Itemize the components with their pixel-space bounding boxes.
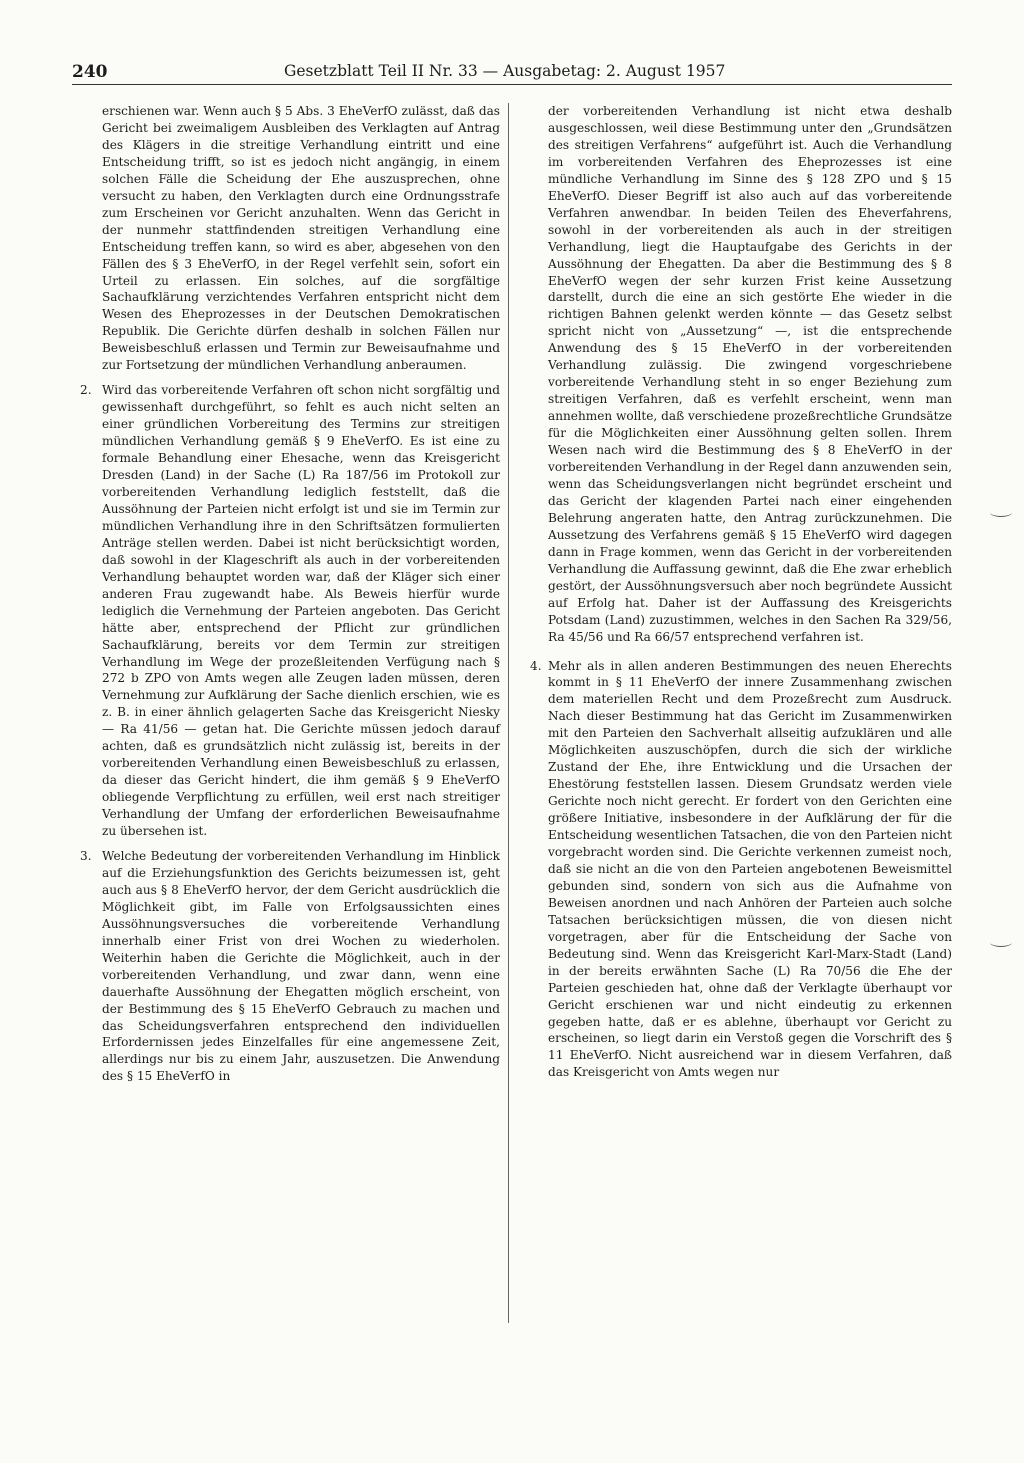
list-item-4: [530, 658, 952, 1082]
item-text: Wird das vorbereitende Verfahren oft schon nicht sorgfältig und gewissenhaft durchgeführt, so fehlt es auch nicht selten an einer gründlichen Vorbereitung des Termins zur streitigen mündlichen Verhandlung gemäß § 9 EheVerfO. Es ist eine zu formale Behandlung einer Ehesache, wenn das Kreisgericht Dresden (Land) in der Sache (L) Ra 187/56 im Protokoll zur vorbereitenden Verhandlung lediglich feststellt, daß die Aussöhnung der Parteien nicht erfolgt ist und sie im Termin zur mündlichen Verhandlung ihre in den Schriftsätzen formulierten Anträge stellen werden. Dabei ist nicht berücksichtigt worden, daß sowohl in der Klageschrift als auch in der vorbereitenden Verhandlung behauptet worden war, daß der Kläger sich einer anderen Frau zugewandt habe. Als Beweis hierfür wurde lediglich die Vernehmung der Parteien angeboten. Das Gericht hätte aber, entsprechend der Pflicht zur gründlichen Sachaufklärung, bereits vor dem Termin zur streitigen Verhandlung im Wege der prozeßleitenden Verfügung nach § 272 b ZPO von Amts wegen alle Zeugen laden müssen, deren Vernehmung zur Aufklärung der Sache dienlich erschien, wie es z. B. in einer ähnlich gelagerten Sache das Kreisgericht Niesky — Ra 41/56 — getan hat. Die Gerichte müssen jedoch darauf achten, daß es grundsätzlich nicht zulässig ist, bereits in der vorbereitenden Verhandlung einen Beweisbeschluß zu erlassen, da dieser das Gericht hindert, die ihm gemäß § 9 EheVerfO obliegende Verpflichtung zu erfüllen, weil erst nach streitiger Verhandlung der Umfang der erforderlichen Beweisaufnahme zu übersehen ist.: [102, 383, 500, 839]
item-number: 2.: [80, 383, 92, 398]
right-lead-paragraph: der vorbereitenden Verhandlung ist nicht etwa deshalb ausgeschlossen, weil diese Bestimmung unter den „Grundsätzen des streitigen Verfahrens“ aufgeführt ist. Auch die Verhandlung im vorbereitenden Verfahren des Eheprozesses ist eine mündliche Verhandlung im Sinne des § 128 ZPO und § 15 EheVerfO. Dieser Begriff ist also auch auf das vorbereitende Verfahren anwendbar. In beiden Teilen des Eheverfahrens, sowohl in der vorbereitenden als auch in der streitigen Verhandlung, liegt die Hauptaufgabe des Gerichts in der Aussöhnung der Ehegatten. Da aber die Bestimmung des § 8 EheVerfO wegen der sehr kurzen Frist keine Aussetzung darstellt, durch die eine an sich gestörte Ehe wieder in die richtigen Bahnen gelenkt werden könnte — das Gesetz selbst spricht nicht von „Aussetzung“ —, ist die entsprechende Anwendung des § 15 EheVerfO in der vorbereitenden Verhandlung zulässig. Die zwingend vorgeschriebene vorbereitende Verhandlung steht in so enger Beziehung zum streitigen Verfahren, daß es verfehlt erscheint, wenn man annehmen wollte, daß verschiedene prozeßrechtliche Grundsätze für die Möglichkeiten einer Aussöhnung gelten sollen. Ihrem Wesen nach wird die Bestimmung des § 8 EheVerfO in der vorbereitenden Verhandlung in der Regel dann anzuwenden sein, wenn das Scheidungsverlangen nicht begründet erscheint und das Gericht der klagenden Partei nach einer eingehenden Belehrung angeraten hatte, den Antrag zurückzunehmen. Die Aussetzung des Verfahrens gemäß § 15 EheVerfO wird dagegen dann in Frage kommen, wenn das Gericht in der vorbereitenden Verhandlung die Auffassung gewinnt, daß die Ehe zwar erheblich gestört, der Aussöhnungsversuch aber noch begründete Aussicht auf Erfolg hat. Daher ist der Auffassung des Kreisgerichts Potsdam (Land) zuzustimmen, welches in den Sachen Ra 329/56, Ra 45/56 und Ra 66/57 entsprechend verfahren ist.: [548, 104, 952, 644]
list-item-3: [80, 848, 500, 1085]
left-lead-paragraph: erschienen war. Wenn auch § 5 Abs. 3 EheVerfO zulässt, daß das Gericht bei zweimaligem Ausbleiben des Verklagten auf Antrag des Klägers in die streitige Verhandlung eintritt und eine Entscheidung trifft, so ist es jedoch nicht angängig, in einem solchen Fälle die Scheidung der Ehe auszusprechen, ohne versucht zu haben, den Verklagten durch eine Ordnungsstrafe zum Erscheinen vor Gericht anzuhalten. Wenn das Gericht in der nunmehr stattfindenden streitigen Verhandlung eine Entscheidung treffen kann, so wird es aber, abgesehen von den Fällen des § 3 EheVerfO, in der Regel verfehlt sein, sofort ein Urteil zu erlassen. Ein solches, auf die sorgfältige Sachaufklärung verzichtendes Verfahren entspricht nicht dem Wesen des Eheprozesses in der Deutschen Demokratischen Republik. Die Gerichte dürfen deshalb in solchen Fällen nur Beweisbeschluß erlassen und Termin zur Beweisaufnahme und zur Fortsetzung der mündlichen Verhandlung anberaumen.: [102, 104, 500, 373]
right-column: [530, 103, 952, 1081]
item-number: 3.: [80, 848, 92, 863]
column-divider: [508, 103, 509, 1323]
page-header: [72, 62, 952, 85]
header-title: Gesetzblatt Teil II Nr. 33 — Ausgabetag: 2. August 1957: [284, 62, 726, 80]
item-number: 4.: [530, 658, 542, 673]
item-text: Welche Bedeutung der vorbereitenden Verhandlung im Hinblick auf die Erziehungsfunktion des Gerichts beizumessen ist, geht auch aus § 8 EheVerfO hervor, der dem Gericht ausdrücklich die Möglichkeit gibt, im Falle von Erfolgsaussichten eines Aussöhnungsversuches die vorbereitende Verhandlung innerhalb einer Frist von drei Wochen zu wiederholen. Weiterhin haben die Gerichte die Möglichkeit, auch in der vorbereitenden Verhandlung, und zwar dann, wenn eine dauerhafte Aussöhnung der Ehegatten möglich erscheint, von der Bestimmung des § 15 EheVerfO Gebrauch zu machen und das Scheidungsverfahren entsprechend den individuellen Erfordernissen jedes Einzelfalles für eine angemessene Zeit, allerdings nur bis zu einem Jahr, auszusetzen. Die Anwendung des § 15 EheVerfO in: [102, 848, 500, 1084]
list-item-2: [80, 382, 500, 840]
page-number: 240: [72, 62, 108, 82]
left-column: [80, 103, 500, 1085]
margin-mark: [990, 938, 1012, 947]
margin-mark: [990, 508, 1012, 517]
item-text: Mehr als in allen anderen Bestimmungen des neuen Eherechts kommt in § 11 EheVerfO der innere Zusammenhang zwischen dem materiellen Recht und dem Prozeßrecht zum Ausdruck. Nach dieser Bestimmung hat das Gericht im Zusammenwirken mit den Parteien den Sachverhalt allseitig aufzuklären und alle Möglichkeiten auszuschöpfen, durch die sich der wirkliche Zustand der Ehe, ihre Entwicklung und die Ursachen der Ehestörung feststellen lassen. Diesem Grundsatz werden viele Gerichte noch nicht gerecht. Er fordert von den Gerichten eine größere Initiative, insbesondere in der Aufklärung der für die Entscheidung wesentlichen Tatsachen, die von den Parteien nicht vorgebracht worden sind. Die Gerichte verkennen zumeist noch, daß sie nicht an die von den Parteien angebotenen Beweismittel gebunden sind, sondern von sich aus die Aufnahme von Beweisen anordnen und nach Anhören der Parteien auch solche Tatsachen berücksichtigen müssen, die von diesen nicht vorgetragen, aber für die Entscheidung der Sache von Bedeutung sind. Wenn das Kreisgericht Karl-Marx-Stadt (Land) in der bereits erwähnten Sache (L) Ra 70/56 die Ehe der Parteien geschieden hat, ohne daß der Verklagte überhaupt vor Gericht erschienen war und nicht eindeutig zu erkennen gegeben hatte, daß er es ablehne, überhaupt vor Gericht zu erscheinen, so liegt darin ein Verstoß gegen die Vorschrift des § 11 EheVerfO. Nicht ausreichend war in diesem Verfahren, daß das Kreisgericht von Amts wegen nur: [548, 658, 952, 1080]
